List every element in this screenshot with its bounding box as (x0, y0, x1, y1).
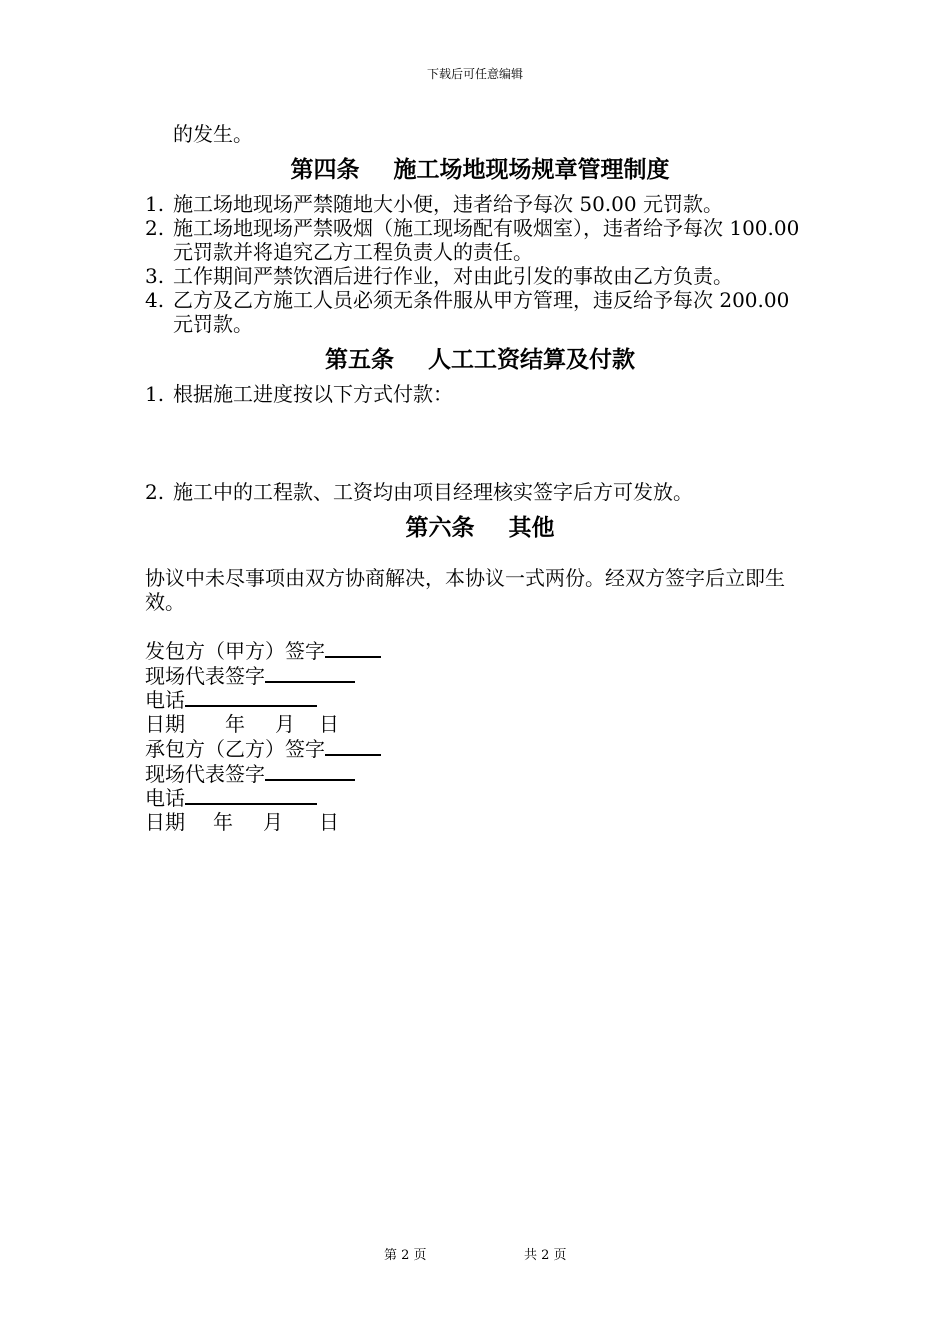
date-a-year: 年 (225, 711, 245, 736)
rep-b-signature-line (145, 761, 815, 786)
phone-a-label: 电话 (145, 688, 185, 712)
rep-a-signature-line (145, 663, 815, 688)
list-item-text: 施工场地现场严禁吸烟（施工现场配有吸烟室），违者给予每次 100.00 元罚款并将追究乙方工程负责人的责任。 (173, 216, 800, 264)
rep-b-label: 现场代表签字 (145, 761, 265, 786)
date-a-day: 日 (319, 711, 339, 736)
section-4-item-3 (145, 264, 815, 288)
document-body (145, 122, 815, 834)
section-5-number: 第五条 (325, 346, 394, 373)
section-6-number: 第六条 (405, 514, 475, 541)
section-4-heading (145, 156, 815, 184)
signature-blank[interactable] (325, 736, 381, 756)
section-4-item-1 (145, 192, 815, 216)
date-a-line (145, 712, 815, 737)
signature-blank[interactable] (265, 761, 355, 781)
intro-tail-text: 的发生。 (173, 122, 253, 146)
section-6-title: 其他 (508, 514, 555, 541)
list-number: 2. (145, 480, 165, 504)
date-b-year: 年 (213, 809, 233, 834)
party-b-label: 承包方（乙方）签字 (145, 737, 325, 761)
list-number: 3. (145, 264, 165, 288)
date-a-month: 月 (275, 711, 295, 736)
rep-a-label: 现场代表签字 (145, 663, 265, 688)
signature-block (145, 638, 815, 834)
phone-b-label: 电话 (145, 786, 185, 810)
phone-a-line (145, 687, 815, 712)
section-4-number: 第四条 (290, 156, 360, 183)
section-6-paragraph: 协议中未尽事项由双方协商解决，本协议一式两份。经双方签字后立即生效。 (145, 566, 785, 614)
section-5-item-2 (145, 480, 815, 504)
list-number: 1. (145, 382, 165, 406)
section-6-heading (145, 514, 815, 542)
section-5-item-1 (145, 382, 815, 406)
section-5-heading (145, 346, 815, 374)
section-4-title: 施工场地现场规章管理制度 (393, 156, 670, 183)
blank-space (145, 406, 815, 480)
phone-blank[interactable] (185, 687, 317, 707)
party-a-label: 发包方（甲方）签字 (145, 639, 325, 663)
date-b-line (145, 810, 815, 835)
date-b-month: 月 (263, 809, 283, 834)
section-5-title: 人工工资结算及付款 (428, 346, 635, 373)
list-item-text: 工作期间严禁饮酒后进行作业，对由此引发的事故由乙方负责。 (173, 264, 733, 288)
party-b-signature-line (145, 736, 815, 761)
list-number: 1. (145, 192, 165, 216)
party-a-signature-line (145, 638, 815, 663)
phone-b-line (145, 785, 815, 810)
section-4-item-4 (145, 288, 815, 336)
date-b-label: 日期 (145, 809, 185, 834)
date-a-label: 日期 (145, 711, 185, 736)
page-total: 共 2 页 (524, 1248, 567, 1263)
list-number: 4. (145, 288, 165, 312)
page-header-note: 下载后可任意编辑 (426, 67, 523, 81)
list-item-text: 根据施工进度按以下方式付款： (173, 382, 453, 406)
date-b-day: 日 (319, 809, 339, 834)
signature-blank[interactable] (265, 663, 355, 683)
list-number: 2. (145, 216, 165, 240)
list-item-text: 施工中的工程款、工资均由项目经理核实签字后方可发放。 (173, 480, 693, 504)
phone-blank[interactable] (185, 785, 317, 805)
list-item-text: 乙方及乙方施工人员必须无条件服从甲方管理，违反给予每次 200.00 元罚款。 (173, 288, 790, 336)
page-number: 第 2 页 (384, 1248, 427, 1263)
list-item-text: 施工场地现场严禁随地大小便，违者给予每次 50.00 元罚款。 (173, 192, 723, 216)
section-4-item-2 (145, 216, 815, 264)
signature-blank[interactable] (325, 638, 381, 658)
